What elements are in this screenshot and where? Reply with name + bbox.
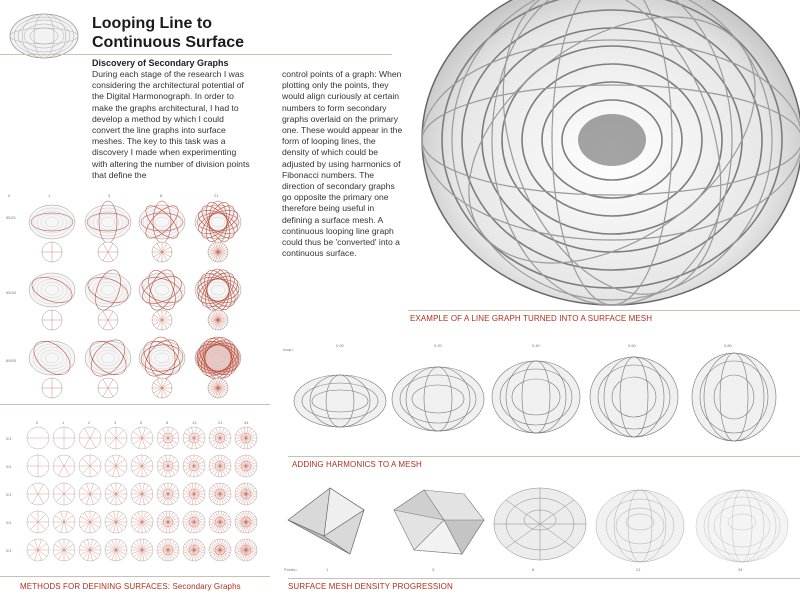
grid-bottom-col-label: 5 — [140, 420, 143, 425]
mesh-amp-3 — [590, 357, 678, 437]
circle-graph — [235, 483, 257, 505]
circle-graph — [79, 427, 101, 449]
density-value: 21 — [636, 567, 641, 572]
circle-graph — [27, 483, 49, 505]
mesh-points-3 — [394, 490, 484, 554]
grid-bottom-col-label: 21 — [218, 420, 223, 425]
mesh-points-34 — [696, 490, 788, 562]
circle-graph — [183, 483, 205, 505]
circle-graph — [105, 455, 127, 477]
methods-divider — [0, 576, 270, 577]
density-value: 8 — [532, 567, 535, 572]
harmonics-value: 0.80 — [724, 343, 732, 348]
grid-top-col-label: 0 — [8, 193, 11, 198]
density-divider — [288, 578, 800, 579]
harmonics-meshes — [288, 355, 796, 450]
section-subtitle: Discovery of Secondary Graphs — [92, 58, 229, 68]
circle-graph — [105, 511, 127, 533]
circle-graph — [157, 427, 179, 449]
circle-graph — [183, 539, 205, 561]
circle-graph — [27, 511, 49, 533]
graph-cell — [85, 267, 132, 330]
circle-graph — [157, 511, 179, 533]
graph-cell — [138, 266, 185, 330]
grid-bottom-row-label: 0/1 — [6, 436, 12, 441]
graph-cell — [85, 201, 131, 262]
density-caption: SURFACE MESH DENSITY PROGRESSION — [288, 582, 453, 591]
grid-bottom-col-label: 2 — [88, 420, 91, 425]
density-value: 3 — [432, 567, 435, 572]
grid-bottom-col-label: 0 — [36, 420, 39, 425]
grid-top-row-label: 89/55 — [6, 358, 17, 363]
circle-graph — [131, 483, 153, 505]
circle-graph — [53, 539, 75, 561]
circle-graph — [131, 455, 153, 477]
circle-graph — [209, 483, 231, 505]
circle-graph — [79, 483, 101, 505]
circle-graph — [53, 455, 75, 477]
graph-cell — [195, 199, 241, 262]
circle-graph — [53, 511, 75, 533]
graph-cell — [29, 205, 75, 262]
hero-divider — [408, 310, 800, 311]
circle-graph — [27, 427, 49, 449]
graph-cell — [193, 333, 242, 398]
hero-torus-mesh — [412, 0, 800, 305]
hero-caption: EXAMPLE OF A LINE GRAPH TURNED INTO A SURFACE MESH — [410, 314, 653, 323]
mesh-points-1 — [288, 488, 364, 554]
grid-top-col-label: 1 — [48, 193, 51, 198]
graph-cell — [138, 334, 187, 398]
circle-graph — [183, 427, 205, 449]
circle-graph — [105, 483, 127, 505]
grid-top-row-label: 55/21 — [6, 215, 17, 220]
grid-top-row-label: 55/34 — [6, 290, 17, 295]
circle-graph — [53, 427, 75, 449]
density-value: 34 — [738, 567, 743, 572]
circle-graph — [27, 455, 49, 477]
grid-top-col-label: 3 — [108, 193, 111, 198]
grid-top-col-label: 8 — [160, 193, 163, 198]
circle-graphs-grid — [26, 426, 266, 568]
density-value: 1 — [326, 567, 329, 572]
circle-graph — [235, 455, 257, 477]
circle-graph — [131, 511, 153, 533]
circle-graph — [209, 511, 231, 533]
harmonics-value: 0.00 — [336, 343, 344, 348]
mesh-amp-1 — [392, 367, 484, 431]
paragraph-right: control points of a graph: When plotting only the points, they would align curiously at certain numbers to form secondary graphs overlaid on the primary one. These would appear in the form of looping lines, the density of which could be adjusted by using harmonics of Fibonacci numbers. The direction of secondary graphs go opposite the primary one therefore being useful in defining a surface mesh. A continuous looping line graph could thus be 'converted' into a continuous surface. — [282, 69, 403, 259]
circle-graph — [79, 455, 101, 477]
graph-cell — [29, 272, 76, 330]
circle-graph — [53, 483, 75, 505]
mesh-amp-0 — [294, 375, 386, 427]
circle-graph — [235, 539, 257, 561]
circle-graph — [235, 511, 257, 533]
circle-graph — [183, 455, 205, 477]
density-row-label: Points= — [284, 567, 298, 572]
paragraph-left: During each stage of the research I was considering the architectural potential of the Digital Harmonograph. In order to make the graphs architectural, I had to develop a method by which I could convert the line graphs into surface meshes. The key to this task was a discovery I made when experimenting with altering the number of division points that define the — [92, 69, 250, 180]
methods-caption: METHODS FOR DEFINING SURFACES: Secondary Graphs — [20, 582, 241, 591]
harmonics-caption: ADDING HARMONICS TO A MESH — [292, 460, 422, 469]
harmonics-divider — [288, 456, 800, 457]
grid-bottom-col-label: 3 — [114, 420, 117, 425]
graph-cell — [28, 335, 77, 398]
circle-graph — [157, 483, 179, 505]
grid-bottom-row-label: 0/1 — [6, 548, 12, 553]
harmonics-value: 0.60 — [628, 343, 636, 348]
grid-divider — [0, 404, 270, 405]
grid-bottom-col-label: 1 — [62, 420, 65, 425]
circle-graph — [27, 539, 49, 561]
mesh-amp-2 — [492, 361, 580, 433]
circle-graph — [79, 539, 101, 561]
circle-graph — [131, 539, 153, 561]
graph-cell — [139, 201, 185, 262]
grid-bottom-col-label: 8 — [166, 420, 169, 425]
mesh-points-8 — [494, 488, 586, 560]
mesh-points-21 — [596, 490, 684, 562]
grid-bottom-row-label: 0/1 — [6, 492, 12, 497]
circle-graph — [183, 511, 205, 533]
density-meshes — [284, 480, 796, 568]
mesh-amp-4 — [692, 353, 776, 441]
graph-cell — [84, 334, 133, 398]
grid-top-col-label: 21 — [214, 193, 219, 198]
circle-graph — [105, 427, 127, 449]
circle-graph — [157, 539, 179, 561]
grid-bottom-row-label: 0/1 — [6, 520, 12, 525]
circle-graph — [209, 455, 231, 477]
title-divider — [0, 54, 392, 55]
circle-graph — [157, 455, 179, 477]
circle-graph — [235, 427, 257, 449]
circle-graph — [209, 539, 231, 561]
grid-bottom-row-label: 0/1 — [6, 464, 12, 469]
circle-graph — [79, 511, 101, 533]
secondary-graphs-grid — [28, 200, 260, 396]
harmonics-value: 0.40 — [532, 343, 540, 348]
grid-bottom-col-label: 34 — [244, 420, 249, 425]
circle-graph — [209, 427, 231, 449]
harmonics-value: 0.20 — [434, 343, 442, 348]
circle-graph — [105, 539, 127, 561]
circle-graph — [131, 427, 153, 449]
grid-bottom-col-label: 13 — [192, 420, 197, 425]
graph-cell — [194, 266, 241, 330]
harmonics-row-label: Amp= — [283, 347, 294, 352]
page-title: Looping Line to Continuous Surface — [92, 15, 245, 51]
